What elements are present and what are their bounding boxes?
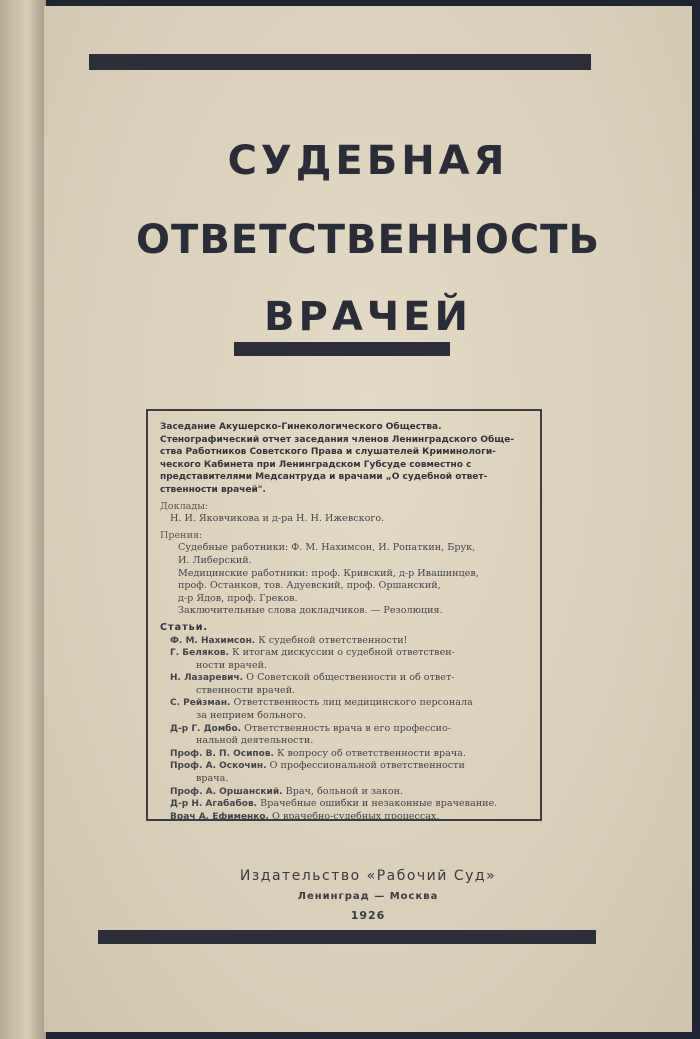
article-entry	[160, 647, 528, 660]
publisher-cities: Ленинград — Москва	[297, 891, 439, 902]
debate-line: Медицинские работники: проф. Кривский, д-р Ивашинцев,	[178, 567, 479, 579]
article-author: Д-р Н. Агабабов.	[170, 799, 258, 810]
article-author: Проф. А. Оскочин.	[170, 761, 267, 772]
article-entry	[160, 723, 528, 736]
article-title: О профессиональной ответственности	[269, 760, 465, 772]
article-author: С. Рейзман.	[170, 698, 231, 709]
intro-line: ственности врачей".	[160, 484, 266, 495]
intro-line: Заседание Акушерско-Гинекологического Общества.	[160, 422, 442, 432]
article-title: Ответственность лиц медицинского персонала	[233, 697, 473, 709]
debate-line: И. Либерский.	[178, 554, 252, 566]
title-line-2: ОТВЕТСТВЕННОСТЬ	[136, 217, 600, 263]
article-title: О врачебно-судебных процессах.	[272, 810, 440, 822]
article-title-continued: ности врачей.	[196, 659, 268, 671]
article-title-continued: ственности врачей.	[196, 684, 296, 696]
bottom-rule	[98, 930, 596, 944]
debate-heading: Прения:	[160, 529, 203, 541]
contents-box	[146, 409, 542, 821]
intro-line: Стенографический отчет заседания членов Ленинградского Обще-	[160, 434, 515, 445]
reports-heading: Доклады:	[160, 500, 209, 512]
title-line-3: ВРАЧЕЙ	[264, 294, 472, 340]
article-title-continued: нальной деятельности.	[196, 735, 314, 747]
article-entry	[160, 748, 528, 761]
article-entry	[160, 811, 528, 824]
article-title: К судебной ответственности!	[258, 634, 408, 646]
intro-line: представителями Медсантруда и врачами „О судебной ответ-	[160, 472, 488, 483]
debate-line: д-р Ядов, проф. Греков.	[178, 592, 298, 604]
article-title: К итогам дискуссии о судебной ответствен-	[232, 647, 455, 659]
article-title: К вопросу об ответственности врача.	[277, 747, 466, 759]
article-entry	[160, 697, 528, 710]
top-rule	[89, 54, 591, 70]
debate-line: Заключительные слова докладчиков. — Резолюция.	[178, 605, 443, 617]
article-author: Г. Беляков.	[170, 648, 230, 659]
article-entry	[160, 798, 528, 811]
intro-line: ческого Кабинета при Ленинградском Губсуде совместно с	[160, 459, 472, 470]
article-entry	[160, 786, 528, 799]
article-title: О Советской общественности и об ответ-	[246, 672, 455, 684]
article-entry	[160, 672, 528, 685]
title-underline-rule	[234, 342, 450, 356]
publisher-name: Издательство «Рабочий Суд»	[239, 868, 497, 884]
contents-intro	[160, 421, 528, 497]
article-title: Ответственность врача в его профессио-	[244, 722, 451, 734]
debate-list	[160, 542, 528, 618]
article-author: Д-р Г. Домбо.	[170, 723, 242, 734]
debate-line: проф. Останков, тов. Адуевский, проф. Оршанский,	[178, 580, 441, 592]
articles-list	[160, 635, 528, 824]
article-author: Н. Лазаревич.	[170, 673, 244, 684]
article-entry	[160, 760, 528, 773]
publisher-year: 1926	[350, 909, 386, 922]
article-author: Врач А. Ефименко.	[170, 811, 269, 822]
article-title-continued: врача.	[196, 773, 229, 785]
article-entry	[160, 635, 528, 648]
page-edge	[0, 0, 46, 1039]
articles-heading: Статьи.	[160, 621, 209, 633]
article-author: Ф. М. Нахимсон.	[170, 635, 256, 646]
article-title: Врачебные ошибки и незаконные врачевание.	[260, 798, 498, 810]
title-line-1: СУДЕБНАЯ	[227, 138, 509, 184]
article-title: Врач, больной и закон.	[285, 785, 404, 797]
article-author: Проф. В. П. Осипов.	[170, 748, 274, 759]
title-page	[44, 6, 692, 1032]
article-title-continued: за неприем больного.	[196, 710, 307, 722]
reports-text: Н. И. Яковчикова и д-ра Н. Н. Ижевского.	[170, 513, 385, 525]
debate-line: Судебные работники: Ф. М. Нахимсон, И. Ропаткин, Брук,	[178, 542, 476, 554]
article-author: Проф. А. Оршанский.	[170, 786, 283, 797]
intro-line: ства Работников Советского Права и слушателей Криминологи-	[160, 447, 496, 458]
